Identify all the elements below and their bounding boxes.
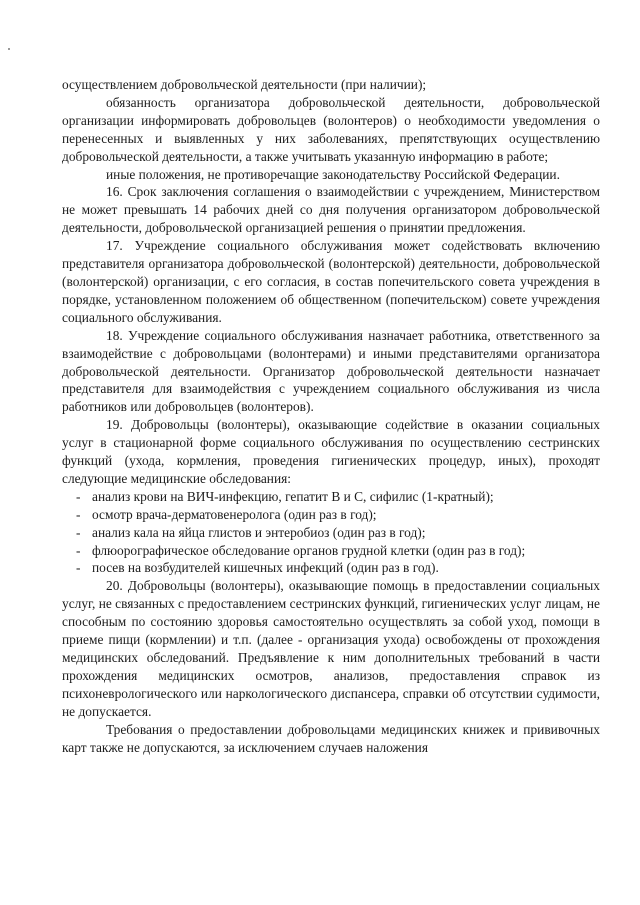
list-item-text: флюорографическое обследование органов грудной клетки (один раз в год); [92, 542, 526, 558]
list-item [76, 506, 600, 524]
list-item-text: анализ крови на ВИЧ-инфекцию, гепатит В и С, сифилис (1-кратный); [92, 488, 494, 504]
clause-16: 16. Срок заключения соглашения о взаимодействии с учреждением, Министерством не может превышать 14 рабочих дней со дня получения организатором добровольческой деятельности, добровольческой организацией решения о принятии предложения. [62, 184, 600, 236]
list-item-text: посев на возбудителей кишечных инфекций (один раз в год). [92, 560, 439, 576]
medical-exam-list [62, 488, 600, 578]
paragraph-organizer-obligation: обязанность организатора добровольческой деятельности, добровольческой организации информировать добровольцев (волонтеров) о необходимости уведомления о перенесенных и выявленных у них заболеваниях, препятствующих осуществлению добровольческой деятельности, а также учитывать указанную информацию в работе; [62, 94, 600, 164]
list-dash: - [76, 542, 81, 558]
paragraph-requirements: Требования о предоставлении добровольцами медицинских книжек и прививочных карт также не допускаются, за исключением случаев наложения [62, 721, 600, 755]
paragraph-other-provisions: иные положения, не противоречащие законодательству Российской Федерации. [106, 166, 560, 182]
list-dash: - [76, 506, 81, 522]
list-item [76, 488, 600, 506]
list-item [76, 559, 600, 577]
clause-17: 17. Учреждение социального обслуживания может содействовать включению представителя организатора добровольческой (волонтерской) деятельности, добровольческой (волонтерской) организации, с его согласия, в состав попечительского совета учреждения в порядке, установленном положением об общественном (попечительском) совете учреждения социального обслуживания. [62, 238, 600, 325]
clause-19: 19. Добровольцы (волонтеры), оказывающие содействие в оказании социальных услуг в стационарной форме социального обслуживания по осуществлению сестринских функций (ухода, кормления, проведения гигиенических процедур, иных), проходят следующие медицинские обследования: [62, 417, 600, 486]
scan-speck [8, 48, 10, 50]
list-dash: - [76, 488, 81, 504]
clause-18: 18. Учреждение социального обслуживания назначает работника, ответственного за взаимодействие с добровольцами (волонтерами) и иными представителями организатора добровольческой деятельности. Организатор добровольческой деятельности назначает представителя для взаимодействия с учреждением социального обслуживания из числа работников или добровольцев (волонтеров). [62, 327, 600, 415]
list-dash: - [76, 524, 81, 540]
list-item [76, 524, 600, 542]
paragraph-continuation: осуществлением добровольческой деятельности (при наличии); [62, 77, 427, 92]
list-item-text: анализ кала на яйца глистов и энтеробиоз (один раз в год); [92, 524, 426, 540]
list-item-text: осмотр врача-дерматовенеролога (один раз в год); [92, 506, 377, 522]
list-dash: - [76, 560, 81, 576]
list-item [76, 542, 600, 560]
clause-20: 20. Добровольцы (волонтеры), оказывающие помощь в предоставлении социальных услуг, не связанных с предоставлением сестринских функций, гигиенических услуг лицам, не способным по состоянию здоровья самостоятельно осуществлять за собой уход, помощи в приеме пищи (кормлении) и т.п. (далее - организация ухода) освобождены от прохождения медицинских обследований. Предъявление к ним дополнительных требований в части прохождения медицинских осмотров, анализов, предоставления справок из психоневрологического или наркологического диспансера, справки об отсутствии судимости, не допускается. [62, 578, 600, 719]
